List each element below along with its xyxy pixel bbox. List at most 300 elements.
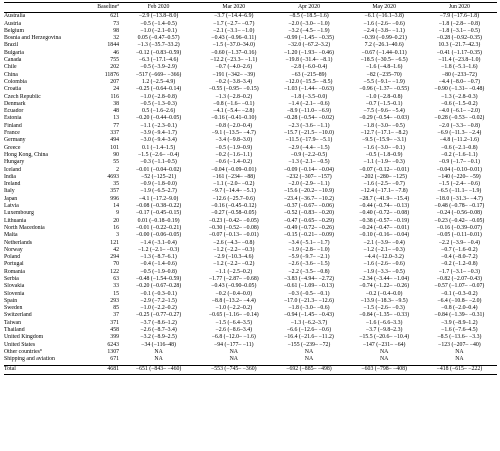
monthly-change-value: −1.7 (−2.7– −0.7) [213,20,255,27]
monthly-change-value: −0.94 (−1.45– −0.43) [284,312,334,319]
monthly-change-value: −0.28 (−0.53– −0.02) [434,115,485,122]
monthly-change-value: −1.3 (−6.2–3.7) [290,319,328,326]
monthly-change-value: −3.7 (−9.8–2.3) [365,327,403,334]
monthly-change-value: −1.4 (−2.1– −0.6) [288,100,330,107]
country-name [4,349,96,356]
monthly-change-value: −13.9 (−18.3– −9.5) [360,297,408,304]
monthly-change-value: −0.38 (−0.57– −0.19) [359,217,410,224]
monthly-change-value: NA [229,356,238,363]
monthly-change-value: −12.0 (−15.5– −8.5) [285,78,333,85]
country-name [4,203,96,210]
monthly-change-value: −0.7 (−1.5–0.1) [365,100,403,107]
monthly-change-value: −2.0 (−3.3– −0.8) [438,122,480,129]
monthly-change-value: −1.0 (−2.2–0.2) [215,305,253,312]
emissions-table [4,2,497,375]
country-name [4,276,96,283]
country-name [4,225,96,232]
baseline-value: 37 [113,312,119,319]
baseline-value: 1307 [107,348,119,355]
monthly-change-value: −0.61 (−1.09– −0.13) [284,283,334,290]
monthly-change-value: −0.2 (−1.6–1.1) [441,151,478,158]
country-label: Other countries [4,348,40,355]
baseline-value: 15 [113,290,119,297]
country-name [4,240,96,247]
monthly-change-value: −1.0 (−2.8–0.8) [140,93,177,100]
monthly-change-value: −32.0 (−67.2–3.2) [287,42,331,49]
monthly-change-value: −34 (−116–48) [141,341,176,348]
monthly-change-value: −12.4 (−17.1– −7.8) [360,188,408,195]
country-name [4,356,96,365]
monthly-change-value: −0.5 (−1.8–0.9) [365,151,403,158]
table-row [4,298,497,305]
monthly-change-value: −0.08 (−0.38–0.22) [136,203,182,210]
country-label: Finland [4,122,22,129]
monthly-change-value: −11.5 (−17.9– −5.1) [285,137,333,144]
monthly-change-value: −191 (−342– −39) [212,71,256,78]
country-label: Spain [4,297,18,304]
country-name [4,232,96,239]
monthly-change-value: −0.2 (−1.2–0.8) [441,261,478,268]
header-month: May 2020 [347,3,422,13]
table-row [4,108,497,115]
monthly-change-value: −0.01 (−0.04–0.02) [136,166,182,173]
country-label: Colombia [4,78,27,85]
monthly-change-value: −1.03 (−1.44– −0.63) [284,86,334,93]
monthly-change-value: −1.0 (−2.1–0.1) [140,27,177,34]
table-footer [4,365,497,375]
country-name [4,167,96,174]
monthly-change-value: −0.67 (−1.44–0.11) [361,49,407,56]
country-label: Netherlands [4,239,33,246]
monthly-change-value: −0.49 (−0.72– −0.26) [284,224,334,231]
monthly-change-value: −3.9 (−9.4–1.7) [140,130,177,137]
monthly-change-value: −0.57 (−1.07– −0.07) [434,283,485,290]
baseline-value: 207 [110,78,119,85]
monthly-change-value: −28.7 (−41.9– −15.4) [359,195,410,202]
country-label: Serbia [4,275,19,282]
table-row [4,42,497,49]
baseline-value: 202 [110,64,119,71]
country-name [4,72,96,79]
country-label: Luxembourg [4,210,34,217]
monthly-change-value: −0.5 (−1.9–0.8) [140,268,177,275]
monthly-change-value: −0.16 (−0.45–0.12) [211,203,257,210]
table-row [4,35,497,42]
monthly-change-value: −8.9 (−11.0– −6.9) [287,108,331,115]
monthly-change-value: −82 (−235–70) [366,71,402,78]
monthly-change-value: −15.6 (−20.2– −10.9) [284,188,334,195]
monthly-change-value: −2.3 (−3.6– −1.1) [288,122,330,129]
country-name [4,320,96,327]
monthly-change-value: −2.1 (−3.1– −1.0) [213,27,255,34]
country-name [4,57,96,64]
monthly-change-value: −3.2 (−4.5– −1.9) [288,27,330,34]
monthly-change-value: −0.10 (−0.16– −0.04) [359,232,410,239]
monthly-change-value: −3.0 (−9.4–3.4) [140,137,177,144]
country-label: Australia [4,13,26,20]
country-label: Sweden [4,305,23,312]
monthly-change-value: −0.07 (−0.12– −0.01) [359,166,410,173]
baseline-value: 1844 [107,42,119,49]
monthly-change-value: −0.90 (−1.31– −0.48) [434,86,485,93]
monthly-change-value: −15.5 (−20.6– −10.4) [359,334,410,341]
monthly-change-value: NA [379,348,389,355]
country-name [4,21,96,28]
monthly-change-value: −80 (−233–72) [441,71,477,78]
monthly-change-value: −1.3 (−2.8–0.3) [441,93,478,100]
monthly-change-value: −4.4 (−8.0– −0.7) [438,78,480,85]
country-name [4,101,96,108]
country-label: Estonia [4,115,22,122]
table-row [4,334,497,341]
baseline-value: 399 [110,334,119,341]
monthly-change-value: −6.8 (−12.0– −1.6) [211,334,256,341]
table-row [4,188,497,195]
table-row [4,21,497,28]
country-name [4,334,96,341]
monthly-change-value: −8.5 (−13.6– −3.3) [437,334,482,341]
table-row [4,145,497,152]
country-label: Hong Kong, China [4,151,48,158]
baseline-value: 73 [113,20,119,27]
monthly-change-value: −1.2 (−2.1– −0.3) [363,246,405,253]
monthly-change-value: −0.3 (−1.1–0.5) [140,159,177,166]
monthly-change-value: −4.8 (−11.2–1.6) [439,137,479,144]
monthly-change-value: 10.3 (−21.7–42.3) [438,42,481,49]
monthly-change-value: −19.8 (−31.4– −8.1) [285,57,333,64]
monthly-change-value: −12.7 (−17.1– −8.2) [360,130,408,137]
baseline-value: 671 [110,356,119,363]
table-row [4,101,497,108]
table-row [4,342,497,349]
table-row [4,159,497,166]
monthly-change-value: −7.9 (−17.6–1.8) [439,13,480,20]
total-label: Total [4,365,96,375]
monthly-change-value: −0.5 (−1.9–0.9) [215,144,253,151]
monthly-change-value: −0.37 (−0.67– −0.06) [284,203,334,210]
country-label: Norway [4,246,23,253]
monthly-change-value: −0.09 (−0.14– −0.04) [284,166,334,173]
total-value: −418 (−615– −222) [422,365,497,375]
monthly-change-value: −0.16 (−0.41–0.10) [211,115,257,122]
country-label: North Macedonia [4,224,45,231]
monthly-change-value: NA [154,348,163,355]
total-value: −651 (−843– −460) [121,365,196,375]
table-row [4,356,497,365]
monthly-change-value: −0.4 (−1.4–0.6) [140,261,177,268]
baseline-value: 16 [113,224,119,231]
monthly-change-value: −18.0 (−31.3– −4.7) [435,195,483,202]
country-label: Austria [4,20,22,27]
country-label: Lithuania [4,217,27,224]
monthly-change-value: −12.6 (−25.7–0.6) [212,195,255,202]
monthly-change-value: −140 (−220– −59) [438,173,481,180]
monthly-change-value: −0.1 (−0.3–0.1) [140,290,177,297]
table-row [4,276,497,283]
country-name [4,312,96,319]
monthly-change-value: −1.6 (−4.8–1.6) [365,64,403,71]
header-baseline-label: Baseline [97,4,118,10]
country-label: Latvia [4,203,19,210]
monthly-change-value: −0.6 (−2.1–0.8) [441,144,478,151]
monthly-change-value: −1.0 (−2.2–0.2) [140,305,177,312]
country-name [4,13,96,21]
country-label: Romania [4,268,25,275]
table-row [4,130,497,137]
monthly-change-value: −1.3 (−2.8–0.2) [215,93,253,100]
country-label: Ireland [4,181,21,188]
monthly-change-value: −0.9 (−2.2–0.5) [290,151,328,158]
country-label: Czech Republic [4,93,41,100]
monthly-change-value: −1.4 (−3.1–0.4) [140,239,177,246]
total-baseline: 4681 [96,365,121,375]
baseline-value: 35 [113,181,119,188]
country-label: Hungary [4,159,25,166]
table-row [4,225,497,232]
country-label: Bulgaria [4,49,24,56]
country-name [4,50,96,57]
country-name [4,159,96,166]
monthly-change-value: −1.3 (−35.7–33.2) [137,42,180,49]
table-row [4,72,497,79]
baseline-value: 42 [113,246,119,253]
table-row [4,305,497,312]
table-row [4,349,497,356]
country-footnote: b [39,348,42,352]
monthly-change-value: −7.5 (−9.6– −5.4) [363,108,405,115]
country-name [4,210,96,217]
monthly-change-value: 7.2 (−26.1–40.6) [364,42,404,49]
table-row [4,13,497,21]
monthly-change-value: −0.15 (−0.21– −0.09) [284,232,334,239]
monthly-change-value: −5.5 (−9.1– −1.9) [363,78,405,85]
total-value: −553 (−745– −360) [196,365,271,375]
country-label: Portugal [4,261,24,268]
monthly-change-value: −0.2 (−1.6–1.1) [215,151,253,158]
monthly-change-value: −1.1 (−2.0– −0.2) [213,181,255,188]
header-month: Jun 2020 [422,3,497,13]
monthly-change-value: −0.1 (−0.3–0.2) [441,290,478,297]
total-value: −692 (−885– −498) [271,365,346,375]
monthly-change-value: −3.2 (−8.9–2.5) [140,334,177,341]
monthly-change-value: −0.17 (−0.45–0.15) [136,210,182,217]
monthly-change-value: −4.1 (−17.2–9.0) [138,195,179,202]
monthly-change-value: −6.3 (−17.1–4.6) [138,57,179,64]
monthly-change-value: −16.4 (−21.6– −11.2) [284,334,334,341]
baseline-value: 996 [110,195,119,202]
monthly-change-value: −0.82 (−2.07–0.43) [436,275,482,282]
baseline-value: 116 [110,93,119,100]
country-name [4,196,96,203]
monthly-change-value: −0.43 (−0.96–0.11) [211,35,257,42]
baseline-value: 20 [113,217,119,224]
table-row [4,115,497,122]
monthly-change-value: −0.99 (−1.45– −0.35) [284,35,334,42]
country-name [4,94,96,101]
baseline-value: 48 [113,108,119,115]
monthly-change-value: −1.5 (−2.6– −0.4) [137,151,180,158]
monthly-change-value: −0.96 (−1.37– −0.55) [359,86,410,93]
monthly-change-value: −0.60 (−1.37–0.16) [211,49,257,56]
country-name [4,137,96,144]
country-name [4,261,96,268]
monthly-change-value: −4.4 (−12.0–3.2) [364,254,404,261]
monthly-change-value: −0.40 (−0.72– −0.08) [359,210,410,217]
monthly-change-value: −0.04 (−0.09–0.01) [211,166,257,173]
monthly-change-value: NA [229,348,238,355]
monthly-change-value: −12.2 (−23.3– −1.1) [210,57,258,64]
table-row [4,152,497,159]
table-row [4,210,497,217]
monthly-change-value: −0.8 (−2.0–0.4) [215,122,253,129]
monthly-change-value: −1.3 (−2.1– −0.5) [288,159,330,166]
monthly-change-value: −1.7 (−3.1– −0.3) [438,268,480,275]
baseline-value: 38 [113,100,119,107]
monthly-change-value: −63 (−215–89) [291,71,327,78]
total-row [4,365,497,375]
header-country [4,3,96,13]
baseline-value: 755 [110,57,119,64]
country-label: Ecuador [4,108,24,115]
country-label: Iceland [4,166,22,173]
baseline-value: 337 [110,130,119,137]
country-label: Slovakia [4,283,25,290]
header-month: Mar 2020 [196,3,271,13]
monthly-change-value: −155 (−239– −72) [287,341,331,348]
country-name [4,79,96,86]
country-name [4,115,96,122]
monthly-change-value: −1.1 (−2.5–0.2) [215,268,253,275]
baseline-value: 122 [110,268,119,275]
country-label: China [4,71,18,78]
monthly-change-value: −2.8 (−6.0–0.4) [290,64,328,71]
monthly-change-value: −2.9 (−10.3–4.6) [214,254,254,261]
monthly-change-value: −1.2 (−2.2– −0.2) [213,261,255,268]
baseline-value: 85 [113,305,119,312]
header-baseline-footnote: a [117,2,119,7]
monthly-change-value: −1.6 (−2.6– −0.6) [363,261,405,268]
monthly-change-value: −517 (−669– −366) [135,71,182,78]
table-row [4,283,497,290]
table-row [4,196,497,203]
monthly-change-value: −0.8 (−1.6– −0.1) [213,100,255,107]
monthly-change-value: −1.6 (−2.5– −0.7) [363,181,405,188]
monthly-change-value: NA [154,356,163,363]
monthly-change-value: −0.07 (−0.13– −0.01) [208,232,259,239]
monthly-change-value: −0.23 (−0.42– −0.05) [208,217,259,224]
baseline-value: 494 [110,137,119,144]
monthly-change-value: −1.9 (−3.3– −0.5) [363,268,405,275]
header-month: Apr 2020 [271,3,346,13]
monthly-change-value: −0.01 (−0.22–0.21) [136,224,182,231]
monthly-change-value: −147 (−231– −64) [362,341,406,348]
total-value: −603 (−798– −408) [347,365,422,375]
baseline-value: 4693 [107,173,119,180]
baseline-value: 294 [110,254,119,261]
table-row [4,167,497,174]
country-label: Belgium [4,27,24,34]
monthly-change-value: −1.2 (−2.1– −0.3) [137,246,180,253]
baseline-value: 55 [113,159,119,166]
monthly-change-value: −1.20 (−1.93– −0.46) [284,49,334,56]
monthly-change-value: −0.5 (−1.3–0.3) [140,100,177,107]
baseline-value: 46 [113,49,119,56]
country-name [4,247,96,254]
monthly-change-value: −1.8 (−3.0– −0.6) [288,305,330,312]
monthly-change-value: −0.12 (−0.83–0.59) [136,49,182,56]
monthly-change-value: −0.20 (−0.67–0.28) [136,283,182,290]
table-row [4,28,497,35]
monthly-change-value: 0.05 (−0.47–0.57) [137,35,180,42]
baseline-value: 293 [110,297,119,304]
country-label: Poland [4,254,21,261]
country-label: Japan [4,195,18,202]
baseline-value: 458 [110,327,119,334]
monthly-change-value: −1.6 (−7.6–4.5) [441,327,478,334]
monthly-change-value: −1.9 (−2.8– −1.0) [288,246,330,253]
monthly-change-value: −6.6 (−12.6– −0.6) [286,327,332,334]
monthly-change-value: −2.0 (−2.9– −1.1) [288,181,330,188]
monthly-change-value: −2.9 (−4.4– −1.5) [288,144,330,151]
monthly-change-value: −4.0 (−6.1– −2.0) [438,108,480,115]
monthly-change-value: −123 (−207– −40) [438,341,481,348]
country-name [4,269,96,276]
country-label: Denmark [4,100,26,107]
monthly-change-value: −1.0 (−2.8–0.8) [365,93,403,100]
monthly-change-value: −0.2 (−0.4–0.0) [365,290,403,297]
country-label: Malta [4,232,18,239]
monthly-change-value: −0.84 (−1.35– −0.33) [359,312,410,319]
table-body [4,13,497,365]
country-label: Chile [4,64,17,71]
monthly-change-value: −4.1 (−5.4– −2.8) [213,108,255,115]
monthly-change-value: −9.1 (−13.5– −4.7) [211,130,256,137]
monthly-change-value: 0.5 (−1.6–2.6) [141,108,176,115]
monthly-change-value: −0.30 (−0.52– −0.08) [208,224,259,231]
monthly-change-value: −0.27 (−0.58–0.05) [211,210,257,217]
monthly-change-value: −52 (−125–21) [141,173,177,180]
monthly-change-value: −1.1 (−2.3–0.1) [140,122,177,129]
country-name [4,283,96,290]
monthly-change-value: −0.4 (−8.0–7.2) [441,254,478,261]
monthly-change-value: −8.8 (−13.2– −4.4) [211,297,256,304]
country-name [4,218,96,225]
monthly-change-value: −0.25 (−0.77–0.27) [136,312,182,319]
table-header [4,3,497,13]
baseline-value: 371 [110,319,119,326]
monthly-change-value: −6.9 (−11.3– −2.4) [437,130,482,137]
country-name [4,254,96,261]
monthly-change-value: −2.6 (−8.7–3.4) [140,327,177,334]
monthly-change-value: −6.4 (−10.8– −2.0) [437,297,482,304]
country-name [4,108,96,115]
monthly-change-value: −1.8 (−2.8– −0.8) [438,20,480,27]
monthly-change-value: −0.25 (−0.64–0.14) [136,86,182,93]
monthly-change-value: −0.20 (−0.44–0.05) [136,115,182,122]
monthly-change-value: −0.41 (−1.17–0.35) [436,49,482,56]
baseline-value: 77 [113,122,119,129]
country-name [4,342,96,349]
country-label: Slovenia [4,290,25,297]
country-name [4,188,96,195]
table-row [4,240,497,247]
monthly-change-value: −3.7 (−14.4–6.9) [214,13,254,20]
monthly-change-value: −1.5 (−2.4– −0.6) [438,181,480,188]
monthly-change-value: −9.7 (−14.4– −5.1) [211,188,256,195]
table-row [4,50,497,57]
monthly-change-value: −1.1 (−1.9– −0.3) [363,159,405,166]
table-row [4,254,497,261]
